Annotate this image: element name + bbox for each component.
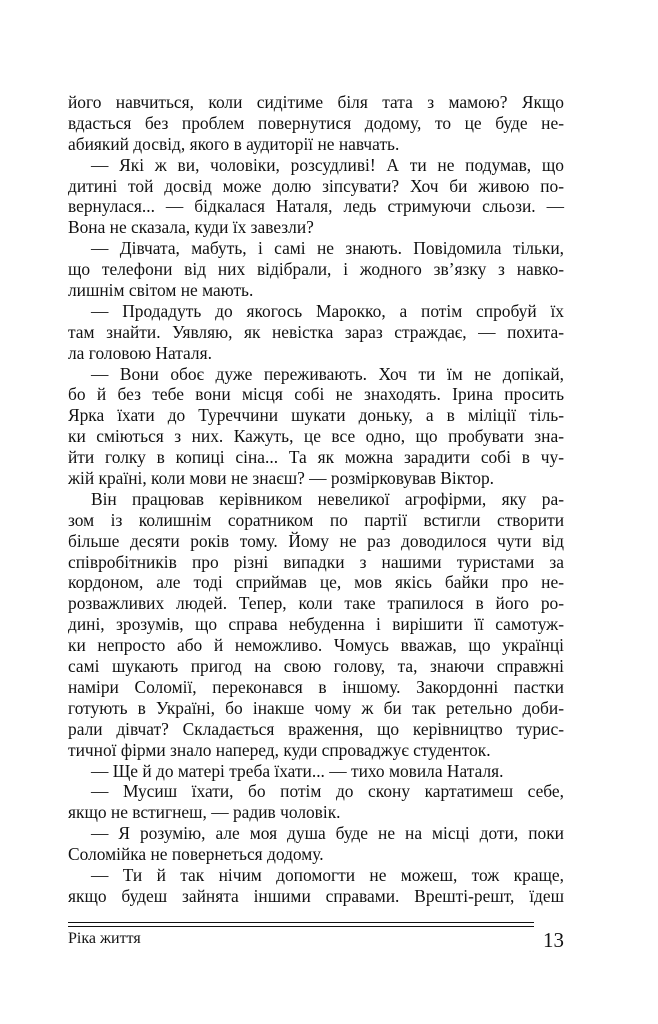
text-line: ки сміються з них. Кажуть, це все одно, що пробувати зна- [68,426,564,447]
text-line: — Ще й до матері треба їхати... — тихо мовила Наталя. [91,760,504,781]
text-line: — Ти й так нічим допомогти не можеш, тож краще, [91,864,564,885]
text-line: там знайти. Уявляю, як невістка зараз страждає, — похита- [68,321,564,342]
text-line: що телефони від них відібрали, і жодного зв’язку з навко- [68,259,564,280]
text-line: Вона не сказала, куди їх завезли? [68,217,314,238]
text-line: якщо не встигнеш, — радив чоловік. [68,802,341,823]
text-line: вдасться без проблем повернутися додому, то це буде не- [68,112,564,133]
text-line: йти голку в копиці сіна... Та як можна зарадити собі в чу- [68,447,564,468]
body-text [68,92,564,907]
text-line: — Я розумію, але моя душа буде не на місці доти, поки [91,823,564,844]
text-line: Він працював керівником невеликої агрофірми, яку ра- [91,488,564,509]
text-line: кордоном, але тоді сприймав це, мов якісь байки про не- [68,572,564,593]
text-line: ла головою Наталя. [68,342,212,363]
text-line: — Які ж ви, чоловіки, розсудливі! А ти не подумав, що [91,154,564,175]
page-footer [68,928,564,956]
text-line: більше десяти років тому. Йому не раз доводилося чути від [68,530,564,551]
text-line: — Мусиш їхати, бо потім до скону картатимеш себе, [91,781,564,802]
text-line: абиякий досвід, якого в аудиторії не навчать. [68,133,400,154]
text-line: самі шукають пригод на свою голову, та, знаючи справжні [68,656,564,677]
text-line: розважливих людей. Тепер, коли таке трапилося в його ро- [68,593,564,614]
text-line: — Дівчата, мабуть, і самі не знають. Повідомила тільки, [91,238,564,259]
text-line: його навчиться, коли сидітиме біля тата з мамою? Якщо [68,92,564,112]
text-line: тичної фірми знало наперед, куди спроваджує студенток. [68,739,491,760]
text-line: співробітників про різні випадки з нашими туристами за [68,551,564,572]
text-line: — Продадуть до якогось Марокко, а потім спробуй їх [91,300,564,321]
text-line: бо й без тебе вони місця собі не знаходять. Ірина просить [68,384,564,405]
text-line: дині, зрозумів, що справа небуденна і вирішити її самотуж- [68,614,564,635]
running-title: Ріка життя [68,930,141,947]
text-line: Соломійка не повернеться додому. [68,844,324,865]
text-line: — Вони обоє дуже переживають. Хоч ти їм не допікай, [91,363,564,384]
text-line: дитині той досвід може долю зіпсувати? Хоч би живою по- [68,175,564,196]
text-line: рали дівчат? Складається враження, що керівництво турис- [68,718,564,739]
text-line: лишнім світом не мають. [68,280,254,301]
text-line: якщо будеш зайнята іншими справами. Врешті-решт, їдеш [68,885,564,906]
footer-rule-bottom [68,926,534,927]
text-line: вернулася... — бідкалася Наталя, ледь стримуючи сльози. — [68,196,564,217]
text-line: жій країні, коли мови не знаєш? — розмірковував Віктор. [68,468,495,489]
text-line: Ярка їхати до Туреччини шукати доньку, а в міліції тіль- [68,405,564,426]
text-line: ки непросто або й неможливо. Чомусь вважав, що українці [68,635,564,656]
text-line: готують в Україні, бо інакше чому ж би так ретельно доби- [68,697,564,718]
text-line: наміри Соломії, переконався в іншому. Закордонні пастки [68,676,564,697]
text-line: зом із колишнім соратником по партії встигли створити [68,509,564,530]
page-number: 13 [543,928,564,952]
footer-rule-top [68,922,534,923]
